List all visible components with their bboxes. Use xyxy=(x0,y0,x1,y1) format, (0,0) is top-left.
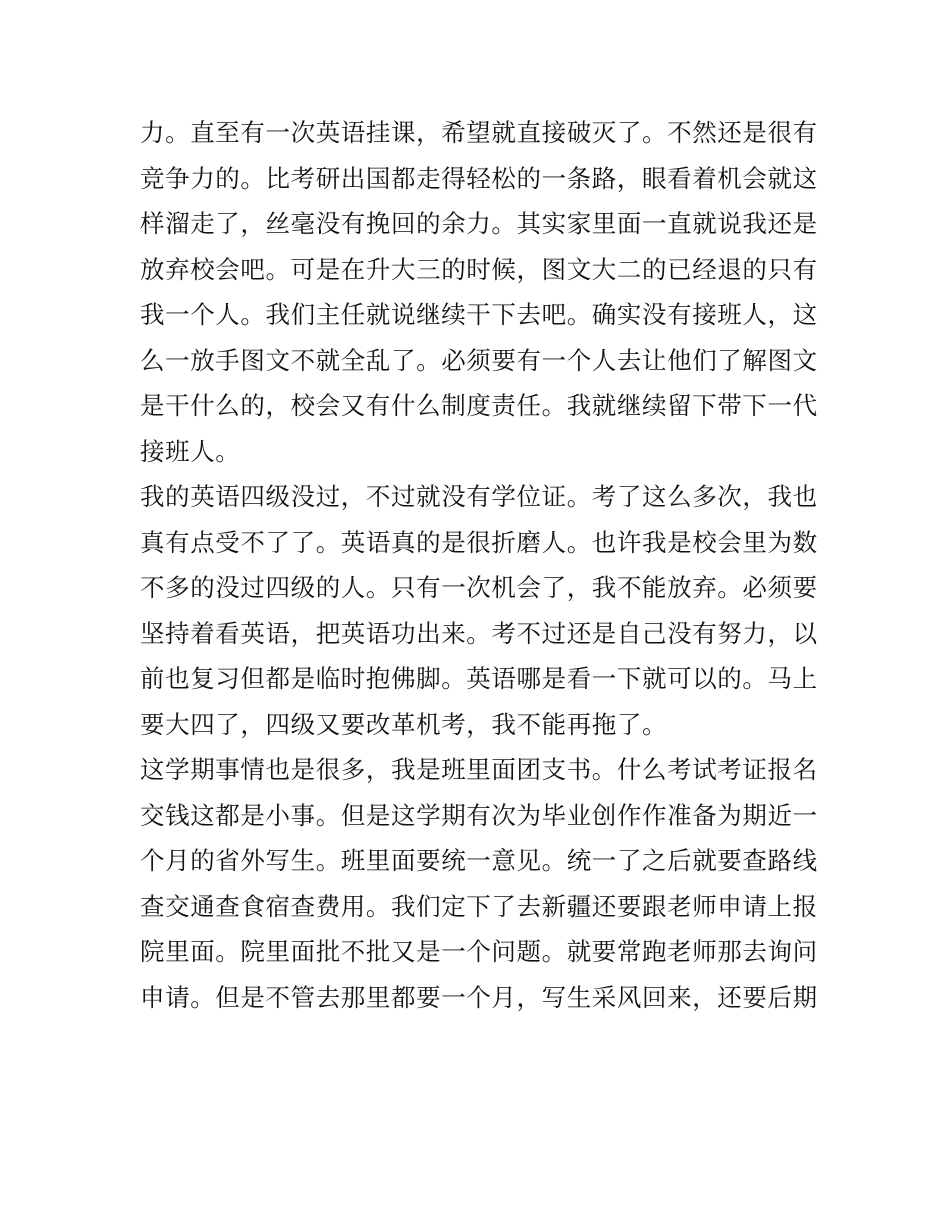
text-line: 这学期事情也是很多，我是班里面团支书。什么考试考证报名 xyxy=(140,755,818,784)
text-line: 个月的省外写生。班里面要统一意见。统一了之后就要查路线 xyxy=(140,846,818,875)
text-line: 放弃校会吧。可是在升大三的时候，图文大二的已经退的只有 xyxy=(140,254,818,284)
text-line: 是干什么的，校会又有什么制度责任。我就继续留下带下一代 xyxy=(140,391,818,420)
text-line: 要大四了，四级又要改革机考，我不能再拖了。 xyxy=(140,709,668,739)
text-line: 竞争力的。比考研出国都走得轻松的一条路，眼看着机会就这 xyxy=(140,163,818,193)
text-line: 真有点受不了了。英语真的是很折磨人。也许我是校会里为数 xyxy=(140,527,818,557)
text-line: 样溜走了，丝毫没有挽回的余力。其实家里面一直就说我还是 xyxy=(140,209,818,238)
text-line: 院里面。院里面批不批又是一个问题。就要常跑老师那去询问 xyxy=(140,937,818,966)
text-line: 查交通查食宿查费用。我们定下了去新疆还要跟老师申请上报 xyxy=(140,891,818,921)
body-text xyxy=(140,110,820,1020)
text-line: 力。直至有一次英语挂课，希望就直接破灭了。不然还是很有 xyxy=(140,118,818,147)
text-line: 前也复习但都是临时抱佛脚。英语哪是看一下就可以的。马上 xyxy=(140,664,818,693)
text-line: 我一个人。我们主任就说继续干下去吧。确实没有接班人，这 xyxy=(140,300,818,329)
text-line: 么一放手图文不就全乱了。必须要有一个人去让他们了解图文 xyxy=(140,345,818,375)
text-line: 接班人。 xyxy=(140,436,241,466)
text-line: 不多的没过四级的人。只有一次机会了，我不能放弃。必须要 xyxy=(140,573,818,602)
text-line: 我的英语四级没过，不过就没有学位证。考了这么多次，我也 xyxy=(140,482,818,511)
text-line: 交钱这都是小事。但是这学期有次为毕业创作作准备为期近一 xyxy=(140,800,818,830)
text-line: 坚持着看英语，把英语功出来。考不过还是自己没有努力，以 xyxy=(140,618,818,648)
text-line: 申请。但是不管去那里都要一个月，写生采风回来，还要后期 xyxy=(140,982,818,1012)
